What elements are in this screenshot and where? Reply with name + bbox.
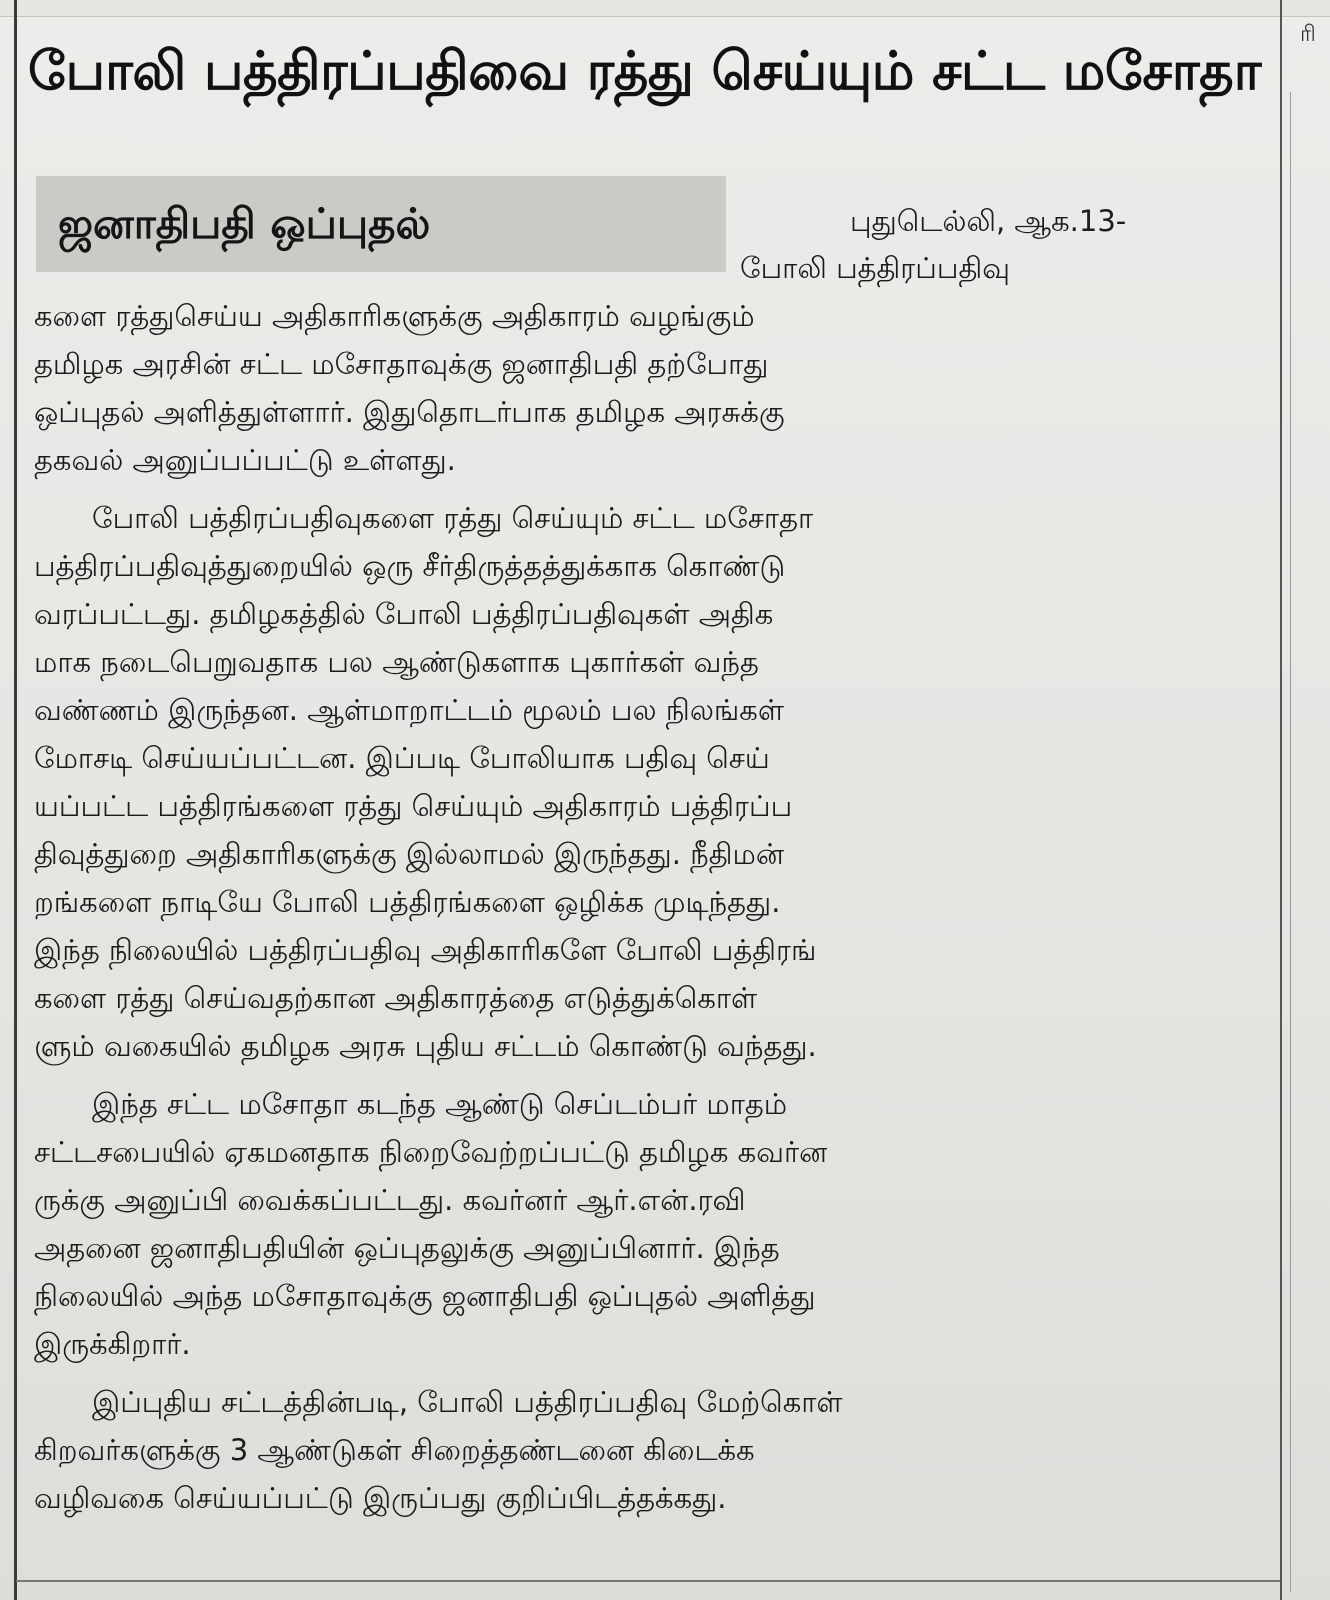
article-line-4: ஒப்புதல் அளித்துள்ளார். இதுதொடர்பாக தமிழக அரசுக்கு bbox=[34, 395, 785, 429]
article-line-3: தமிழக அரசின் சட்ட மசோதாவுக்கு ஜனாதிபதி தற்போது bbox=[34, 347, 769, 381]
article-line-9: மாக நடைபெறுவதாக பல ஆண்டுகளாக புகார்கள் வந்த bbox=[34, 645, 759, 679]
adjacent-column-rule bbox=[1290, 92, 1291, 1592]
article-line-26: வழிவகை செய்யப்பட்டு இருப்பது குறிப்பிடத்தக்கது. bbox=[34, 1481, 727, 1515]
article-line-1: போலி பத்திரப்பதிவு bbox=[740, 251, 1010, 285]
article-line-5: தகவல் அனுப்பப்பட்டு உள்ளது. bbox=[34, 443, 456, 477]
article-line-13: திவுத்துறை அதிகாரிகளுக்கு இல்லாமல் இருந்தது. நீதிமன் bbox=[34, 837, 784, 871]
article-line-17: ளும் வகையில் தமிழக அரசு புதிய சட்டம் கொண்டு வந்தது. bbox=[34, 1029, 817, 1063]
top-strip bbox=[0, 0, 1330, 17]
article-line-16: களை ரத்து செய்வதற்கான அதிகாரத்தை எடுத்துக்கொள் bbox=[34, 981, 758, 1015]
article-line-7: பத்திரப்பதிவுத்துறையில் ஒரு சீர்திருத்தத்துக்காக கொண்டு bbox=[34, 549, 786, 583]
article-subheadline: ஜனாதிபதி ஒப்புதல் bbox=[58, 199, 431, 248]
article-line-25: கிறவர்களுக்கு 3 ஆண்டுகள் சிறைத்தண்டனை கிடைக்க bbox=[34, 1433, 755, 1467]
article-dateline: புதுடெல்லி, ஆக.13- bbox=[850, 204, 1127, 238]
right-column-rule bbox=[1280, 0, 1282, 1600]
bottom-rule bbox=[16, 1580, 1280, 1582]
article-line-24: இப்புதிய சட்டத்தின்படி, போலி பத்திரப்பதிவு மேற்கொள் bbox=[92, 1385, 843, 1419]
article-line-18: இந்த சட்ட மசோதா கடந்த ஆண்டு செப்டம்பர் மாதம் bbox=[92, 1087, 788, 1121]
article-line-11: மோசடி செய்யப்பட்டன. இப்படி போலியாக பதிவு செய் bbox=[34, 741, 770, 775]
article-line-14: றங்களை நாடியே போலி பத்திரங்களை ஒழிக்க முடிந்தது. bbox=[34, 885, 781, 919]
article-line-6: போலி பத்திரப்பதிவுகளை ரத்து செய்யும் சட்ட மசோதா bbox=[92, 501, 814, 535]
article-line-2: களை ரத்துசெய்ய அதிகாரிகளுக்கு அதிகாரம் வழங்கும் bbox=[34, 299, 755, 333]
article-line-12: யப்பட்ட பத்திரங்களை ரத்து செய்யும் அதிகாரம் பத்திரப்ப bbox=[34, 789, 793, 823]
article-line-15: இந்த நிலையில் பத்திரப்பதிவு அதிகாரிகளே போலி பத்திரங் bbox=[34, 933, 817, 967]
article-line-20: ருக்கு அனுப்பி வைக்கப்பட்டது. கவர்னர் ஆர்.என்.ரவி bbox=[34, 1183, 746, 1217]
left-column-rule bbox=[14, 0, 17, 1600]
article-line-10: வண்ணம் இருந்தன. ஆள்மாறாட்டம் மூலம் பல நிலங்கள் bbox=[34, 693, 785, 727]
article-line-21: அதனை ஜனாதிபதியின் ஒப்புதலுக்கு அனுப்பினார். இந்த bbox=[34, 1231, 780, 1265]
article-line-8: வரப்பட்டது. தமிழகத்தில் போலி பத்திரப்பதிவுகள் அதிக bbox=[34, 597, 774, 631]
article-headline: போலி பத்திரப்பதிவை ரத்து செய்யும் சட்ட மசோதா bbox=[28, 41, 1261, 102]
adjacent-column-text-fragment: ரி bbox=[1300, 22, 1316, 47]
article-line-23: இருக்கிறார். bbox=[34, 1327, 191, 1361]
article-line-22: நிலையில் அந்த மசோதாவுக்கு ஜனாதிபதி ஒப்புதல் அளித்து bbox=[34, 1279, 816, 1313]
article-line-19: சட்டசபையில் ஏகமனதாக நிறைவேற்றப்பட்டு தமிழக கவர்ன bbox=[34, 1135, 828, 1169]
